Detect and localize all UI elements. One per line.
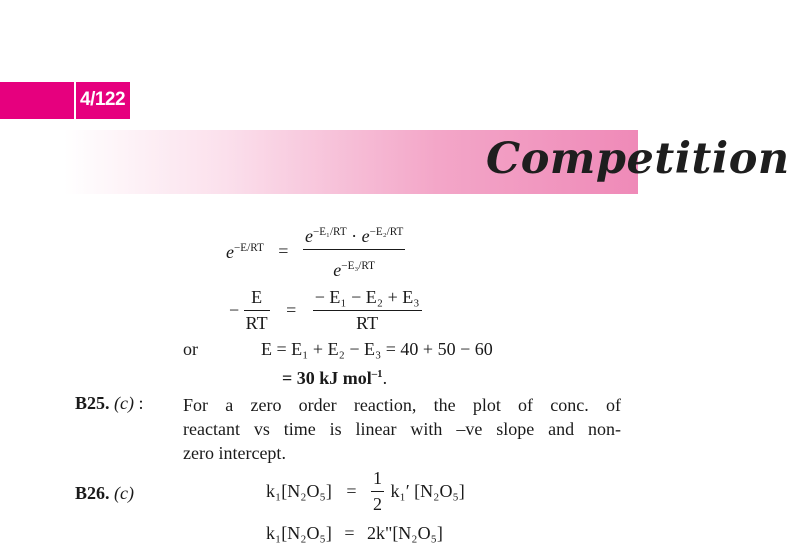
- eq3-or: or: [183, 339, 198, 359]
- banner-title: Competition: [486, 134, 790, 184]
- eq1-den-exp: −E₃/RT: [341, 260, 375, 272]
- b26-eq1-fraction: [371, 468, 384, 515]
- b25-line1: For a zero order reaction, the plot of conc. of: [183, 395, 621, 415]
- eq1-lhs: [226, 242, 264, 263]
- answer-b26-label-row: [75, 483, 134, 504]
- b26-equation-1: [266, 468, 465, 515]
- b25-line2: reactant vs time is linear with –ve slope and non-: [183, 419, 621, 439]
- section-banner: [64, 130, 790, 194]
- b26-label: B26.: [75, 483, 110, 503]
- eq3-text: E = E₁ + E₂ − E₃ = 40 + 50 − 60: [261, 339, 493, 359]
- eq1-num-base2: e: [361, 226, 370, 246]
- eq1-equals: =: [278, 241, 289, 261]
- eq1-dot: ·: [351, 226, 358, 246]
- eq2-rhs-fraction: [313, 287, 422, 334]
- b26-eq2-rhs: 2k"[N₂O₅]: [366, 523, 443, 543]
- eq1-num-base1: e: [304, 226, 313, 246]
- page-tab-divider: [74, 82, 76, 119]
- eq2-equals: =: [286, 300, 297, 320]
- equation-energy-fraction: [229, 287, 422, 334]
- eq1-num-exp1: −E₁/RT: [312, 226, 347, 238]
- eq2-lhs-sign: −: [229, 300, 240, 320]
- equation-energy-sum: [261, 339, 493, 360]
- eq4-result: = 30 kJ mol: [282, 368, 372, 388]
- b26-eq1-frac-num: 1: [372, 468, 382, 488]
- eq2-lhs-denominator: RT: [244, 310, 270, 334]
- equation-energy-sum-row: [183, 339, 198, 360]
- b25-label: B25.: [75, 393, 110, 413]
- eq4-superscript: –1: [371, 368, 383, 380]
- eq1-lhs-exponent: −E/RT: [234, 242, 264, 254]
- b26-option: (c): [114, 483, 134, 503]
- b26-eq1-frac-den: 2: [371, 491, 384, 515]
- eq2-lhs-fraction: [244, 287, 270, 334]
- eq1-den-base: e: [333, 260, 342, 280]
- eq2-rhs-denominator: RT: [313, 310, 422, 334]
- b26-eq1-rhs: k₁′ [N₂O₅]: [390, 481, 465, 501]
- answer-b25-label-row: [75, 393, 144, 414]
- b26-eq1-lhs: k₁[N₂O₅]: [266, 481, 332, 501]
- eq2-rhs-numerator: − E₁ − E₂ + E₃: [314, 287, 420, 307]
- eq1-lhs-base: e: [226, 242, 234, 262]
- b25-explanation: [183, 393, 621, 465]
- eq2-lhs-numerator: E: [251, 287, 263, 307]
- b26-eq2-equals: =: [344, 523, 355, 543]
- b26-equation-2: [266, 523, 443, 544]
- page-number: 4/122: [80, 89, 126, 110]
- equation-result: [282, 368, 387, 389]
- eq1-num-exp2: −E₂/RT: [369, 226, 404, 238]
- b25-colon: :: [138, 393, 144, 413]
- equation-exponential-ratio: [226, 222, 405, 281]
- b26-eq1-equals: =: [346, 481, 357, 501]
- eq1-numerator: [303, 222, 405, 249]
- b26-eq2-lhs: k₁[N₂O₅]: [266, 523, 332, 543]
- eq1-denominator: [303, 249, 405, 281]
- page-number-tab: [0, 82, 130, 119]
- eq4-period: .: [382, 368, 388, 388]
- b25-option: (c): [114, 393, 134, 413]
- b25-line3: zero intercept.: [183, 443, 286, 463]
- eq1-fraction: [303, 222, 405, 281]
